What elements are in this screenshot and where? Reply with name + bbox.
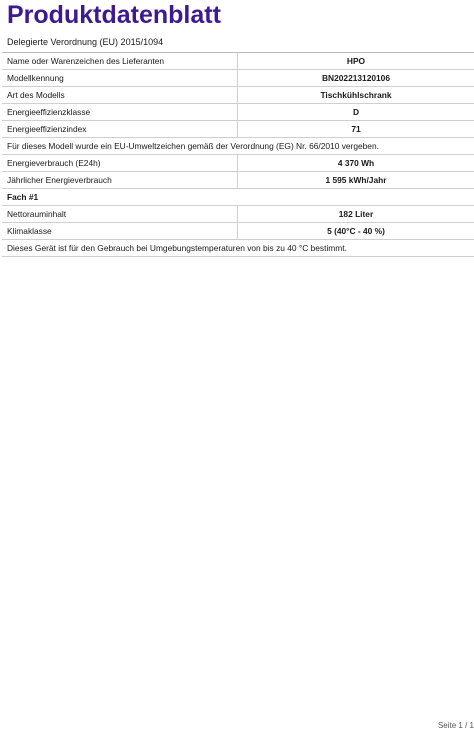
- row-note: Dieses Gerät ist für den Gebrauch bei Umgebungstemperaturen von bis zu 40 °C bestimmt.: [7, 243, 347, 253]
- row-value: 182 Liter: [338, 209, 374, 219]
- table-row-supplier: [2, 53, 474, 70]
- row-value: 4 370 Wh: [337, 158, 375, 168]
- table-row-climate-class: [2, 223, 474, 240]
- row-note: Für dieses Modell wurde ein EU-Umweltzeichen gemäß der Verordnung (EG) Nr. 66/2010 vergeben.: [7, 141, 379, 151]
- row-label: Jährlicher Energieverbrauch: [2, 172, 238, 188]
- regulation-subtitle: Delegierte Verordnung (EU) 2015/1094: [7, 37, 164, 47]
- row-value: 71: [351, 124, 361, 134]
- page-number: Seite 1 / 1: [437, 721, 474, 730]
- row-label: Energieverbrauch (E24h): [2, 155, 238, 171]
- row-value: D: [352, 107, 360, 117]
- row-label: Art des Modells: [2, 87, 238, 103]
- table-row-energy-e24h: [2, 155, 474, 172]
- row-label: Klimaklasse: [2, 223, 238, 239]
- table-row-efficiency-index: [2, 121, 474, 138]
- row-value: 1 595 kWh/Jahr: [325, 175, 387, 185]
- row-label: Nettorauminhalt: [2, 206, 238, 222]
- page-title: Produktdatenblatt: [7, 1, 221, 29]
- table-row-model-id: [2, 70, 474, 87]
- row-value: 5 (40°C - 40 %): [327, 226, 385, 236]
- table-row-temperature-note: [2, 240, 474, 257]
- row-label: Name oder Warenzeichen des Lieferanten: [2, 53, 238, 69]
- table-row-model-type: [2, 87, 474, 104]
- row-label: Energieeffizienzindex: [2, 121, 238, 137]
- row-label: Energieeffizienzklasse: [2, 104, 238, 120]
- product-data-table: [2, 52, 474, 257]
- section-heading: Fach #1: [7, 192, 39, 202]
- table-row-efficiency-class: [2, 104, 474, 121]
- row-value: Tischkühlschrank: [320, 90, 392, 100]
- row-value: HPO: [346, 56, 366, 66]
- table-row-annual-energy: [2, 172, 474, 189]
- table-section-compartment: [2, 189, 474, 206]
- row-value: BN202213120106: [322, 73, 390, 83]
- row-label: Modellkennung: [2, 70, 238, 86]
- table-row-net-volume: [2, 206, 474, 223]
- table-row-eco-label-note: [2, 138, 474, 155]
